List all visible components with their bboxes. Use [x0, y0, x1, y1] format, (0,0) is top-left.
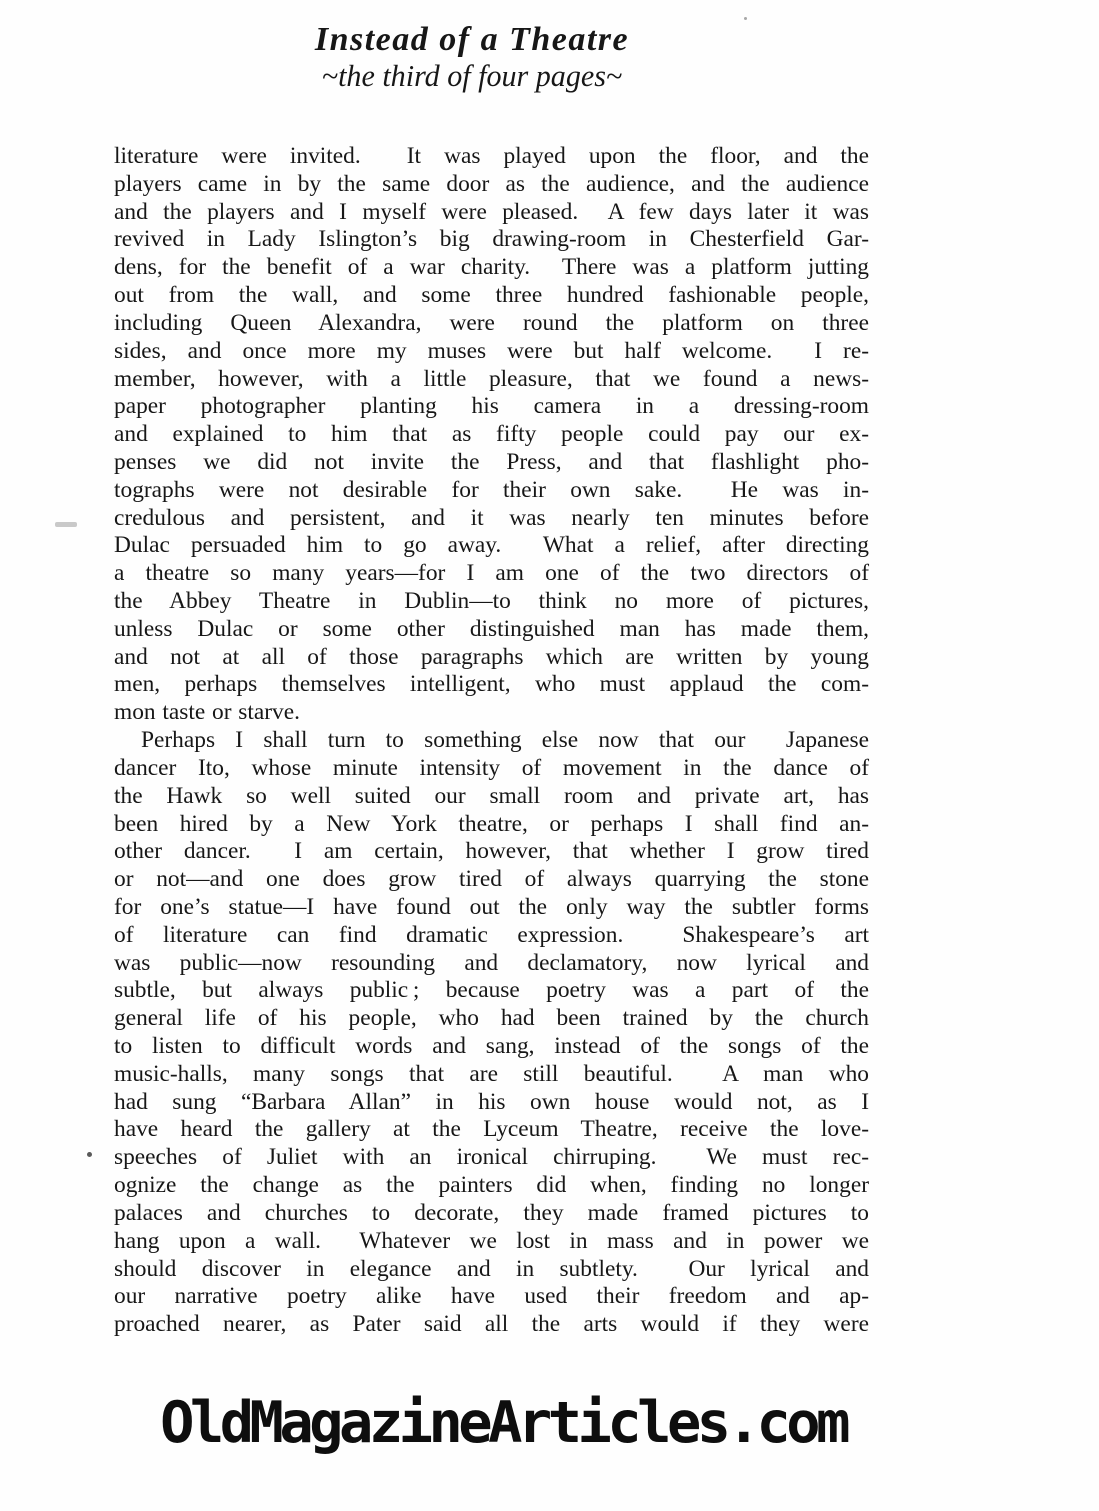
article-body	[114, 143, 869, 1339]
text-line: been hired by a New York theatre, or perhaps I shall find an-	[114, 810, 869, 837]
text-line: dens, for the benefit of a war charity. There was a platform jutting	[114, 254, 869, 281]
text-line: and not at all of those paragraphs which are written by young	[114, 643, 869, 670]
text-line: speeches of Juliet with an ironical chirruping. We must rec-	[114, 1144, 869, 1171]
article-header	[315, 22, 629, 93]
scan-artifact-speck	[744, 17, 747, 20]
text-line: men, perhaps themselves intelligent, who must applaud the com-	[114, 671, 869, 698]
article-title: Instead of a Theatre	[314, 21, 630, 58]
article-subtitle: ~the third of four pages~	[321, 58, 623, 93]
text-line: mon taste or starve.	[114, 699, 300, 726]
text-line: our narrative poetry alike have used their freedom and ap-	[114, 1283, 869, 1310]
text-line: penses we did not invite the Press, and that flashlight pho-	[114, 448, 869, 475]
text-line: or not—and one does grow tired of always quarrying the stone	[114, 866, 869, 893]
watermark-text: OldMagazineArticles.com	[160, 1390, 846, 1456]
text-line: other dancer. I am certain, however, that whether I grow tired	[114, 838, 869, 865]
text-line: out from the wall, and some three hundred fashionable people,	[114, 282, 869, 309]
text-line: credulous and persistent, and it was nearly ten minutes before	[114, 504, 869, 531]
text-line: proached nearer, as Pater said all the arts would if they were	[114, 1311, 869, 1338]
text-line: Dulac persuaded him to go away. What a relief, after directing	[114, 532, 869, 559]
text-line: tographs were not desirable for their own sake. He was in-	[114, 476, 869, 503]
text-line: including Queen Alexandra, were round the platform on three	[114, 309, 869, 336]
text-line: sides, and once more my muses were but half welcome. I re-	[114, 337, 869, 364]
text-line: dancer Ito, whose minute intensity of movement in the dance of	[114, 754, 869, 781]
text-line: the Hawk so well suited our small room and private art, has	[114, 782, 869, 809]
text-line: hang upon a wall. Whatever we lost in mass and in power we	[114, 1227, 869, 1254]
text-line: players came in by the same door as the audience, and the audience	[114, 170, 869, 197]
text-line: have heard the gallery at the Lyceum Theatre, receive the love-	[114, 1116, 869, 1143]
text-line: to listen to difficult words and sang, instead of the songs of the	[114, 1033, 869, 1059]
text-line: ognize the change as the painters did when, finding no longer	[114, 1172, 869, 1199]
text-line: subtle, but always public ; because poetry was a part of the	[114, 977, 869, 1004]
text-line: member, however, with a little pleasure, that we found a news-	[114, 365, 869, 392]
text-line: paper photographer planting his camera in a dressing-room	[114, 393, 869, 420]
text-line: the Abbey Theatre in Dublin—to think no more of pictures,	[114, 588, 869, 614]
text-line: had sung “Barbara Allan” in his own house would not, as I	[114, 1088, 869, 1115]
text-line: music-halls, many songs that are still beautiful. A man who	[114, 1060, 869, 1087]
text-line: literature were invited. It was played upon the floor, and the	[114, 143, 869, 169]
text-line: general life of his people, who had been trained by the church	[114, 1005, 869, 1032]
text-line: palaces and churches to decorate, they made framed pictures to	[114, 1199, 869, 1226]
text-line: and explained to him that as fifty people could pay our ex-	[114, 421, 869, 448]
text-line: for one’s statue—I have found out the only way the subtler forms	[114, 893, 869, 920]
text-line: Perhaps I shall turn to something else now that our Japanese	[141, 727, 869, 754]
text-line: revived in Lady Islington’s big drawing-room in Chesterfield Gar-	[114, 226, 869, 253]
text-line: and the players and I myself were pleased. A few days later it was	[114, 198, 869, 225]
text-line: a theatre so many years—for I am one of the two directors of	[114, 560, 869, 587]
text-line: was public—now resounding and declamatory, now lyrical and	[114, 949, 869, 976]
text-line: should discover in elegance and in subtlety. Our lyrical and	[114, 1255, 869, 1282]
scan-artifact-dash	[55, 522, 77, 527]
text-line: unless Dulac or some other distinguished man has made them,	[114, 615, 869, 642]
scan-artifact-dot	[87, 1152, 92, 1157]
text-line: of literature can find dramatic expression. Shakespeare’s art	[114, 921, 869, 948]
